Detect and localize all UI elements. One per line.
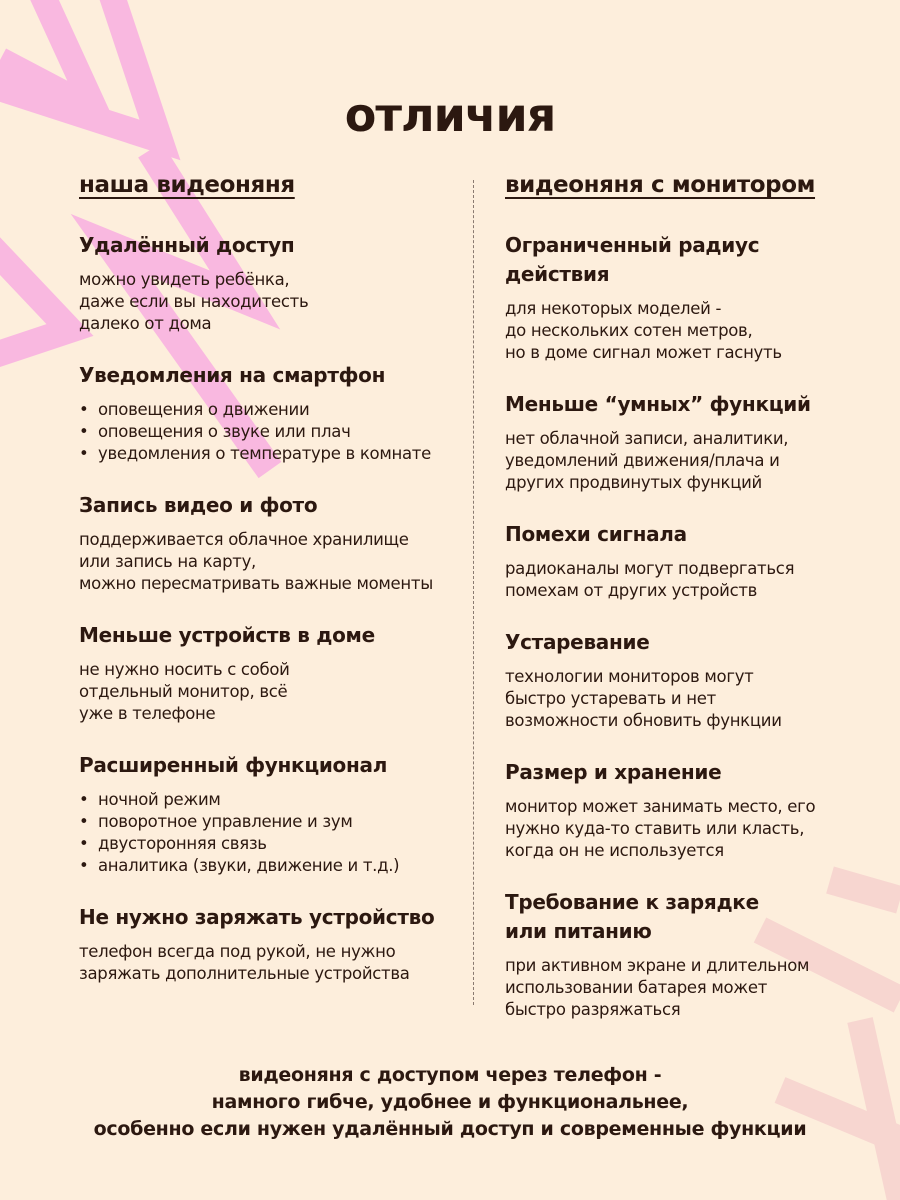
bullet-item: • поворотное управление и зум (79, 811, 451, 833)
item-title: Меньше устройств в доме (79, 623, 375, 647)
item-desc: не нужно носить с собой отдельный монитор, всё уже в телефоне (79, 660, 290, 723)
item-desc: монитор может занимать место, его нужно куда-то ставить или класть, когда он не используется (505, 797, 816, 860)
item-desc: поддерживается облачное хранилище или запись на карту, можно пересматривать важные моменты (79, 530, 433, 593)
item-title: Удалённый доступ (79, 233, 295, 257)
item-title: Ограниченный радиус действия (505, 233, 760, 286)
right-item-charging-requirement (505, 888, 877, 1021)
item-desc: телефон всегда под рукой, не нужно заряжать дополнительные устройства (79, 942, 410, 983)
right-column (505, 172, 877, 1047)
item-desc: радиоканалы могут подвергаться помехам от других устройств (505, 559, 795, 600)
item-desc: для некоторых моделей - до нескольких сотен метров, но в доме сигнал может гаснуть (505, 299, 782, 362)
left-column (79, 172, 451, 1011)
right-item-fewer-smart-features (505, 390, 877, 494)
left-item-no-charging (79, 903, 451, 985)
page-title: отличия (344, 88, 556, 142)
left-item-notifications (79, 361, 451, 465)
item-desc: технологии мониторов могут быстро устаревать и нет возможности обновить функции (505, 667, 782, 730)
bullet-list (79, 399, 451, 465)
right-column-heading: видеоняня с монитором (505, 172, 816, 198)
item-desc: при активном экране и длительном использовании батарея может быстро разряжаться (505, 956, 810, 1019)
conclusion-line: видеоняня с доступом через телефон - (238, 1064, 662, 1086)
left-item-remote-access (79, 231, 451, 335)
item-title: Помехи сигнала (505, 522, 687, 546)
conclusion-line: намного гибче, удобнее и функциональнее, (211, 1091, 689, 1113)
bullet-item: • ночной режим (79, 789, 451, 811)
item-title: Не нужно заряжать устройство (79, 905, 435, 929)
item-title: Устаревание (505, 630, 650, 654)
item-title: Меньше “умных” функций (505, 392, 811, 416)
item-title: Уведомления на смартфон (79, 363, 386, 387)
right-item-obsolescence (505, 628, 877, 732)
bullet-item: • оповещения о движении (79, 399, 451, 421)
item-title: Размер и хранение (505, 760, 722, 784)
column-divider (473, 180, 474, 1005)
bullet-item: • аналитика (звуки, движение и т.д.) (79, 855, 451, 877)
right-item-limited-range (505, 231, 877, 364)
item-title: Расширенный функционал (79, 753, 388, 777)
left-item-recording (79, 491, 451, 595)
bullet-item: • оповещения о звуке или плач (79, 421, 451, 443)
right-item-size-storage (505, 758, 877, 862)
bullet-item: • уведомления о температуре в комнате (79, 443, 451, 465)
left-item-fewer-devices (79, 621, 451, 725)
conclusion-text (0, 1062, 900, 1143)
left-item-extended-features (79, 751, 451, 877)
conclusion-line: особенно если нужен удалённый доступ и современные функции (93, 1118, 807, 1140)
item-title: Запись видео и фото (79, 493, 318, 517)
item-desc: можно увидеть ребёнка, даже если вы находитесть далеко от дома (79, 270, 309, 333)
left-column-heading: наша видеоняня (79, 172, 295, 198)
right-item-interference (505, 520, 877, 602)
bullet-list (79, 789, 451, 877)
item-title: Требование к зарядке или питанию (505, 890, 759, 943)
item-desc: нет облачной записи, аналитики, уведомлений движения/плача и других продвинутых функций (505, 429, 789, 492)
bullet-item: • двусторонняя связь (79, 833, 451, 855)
